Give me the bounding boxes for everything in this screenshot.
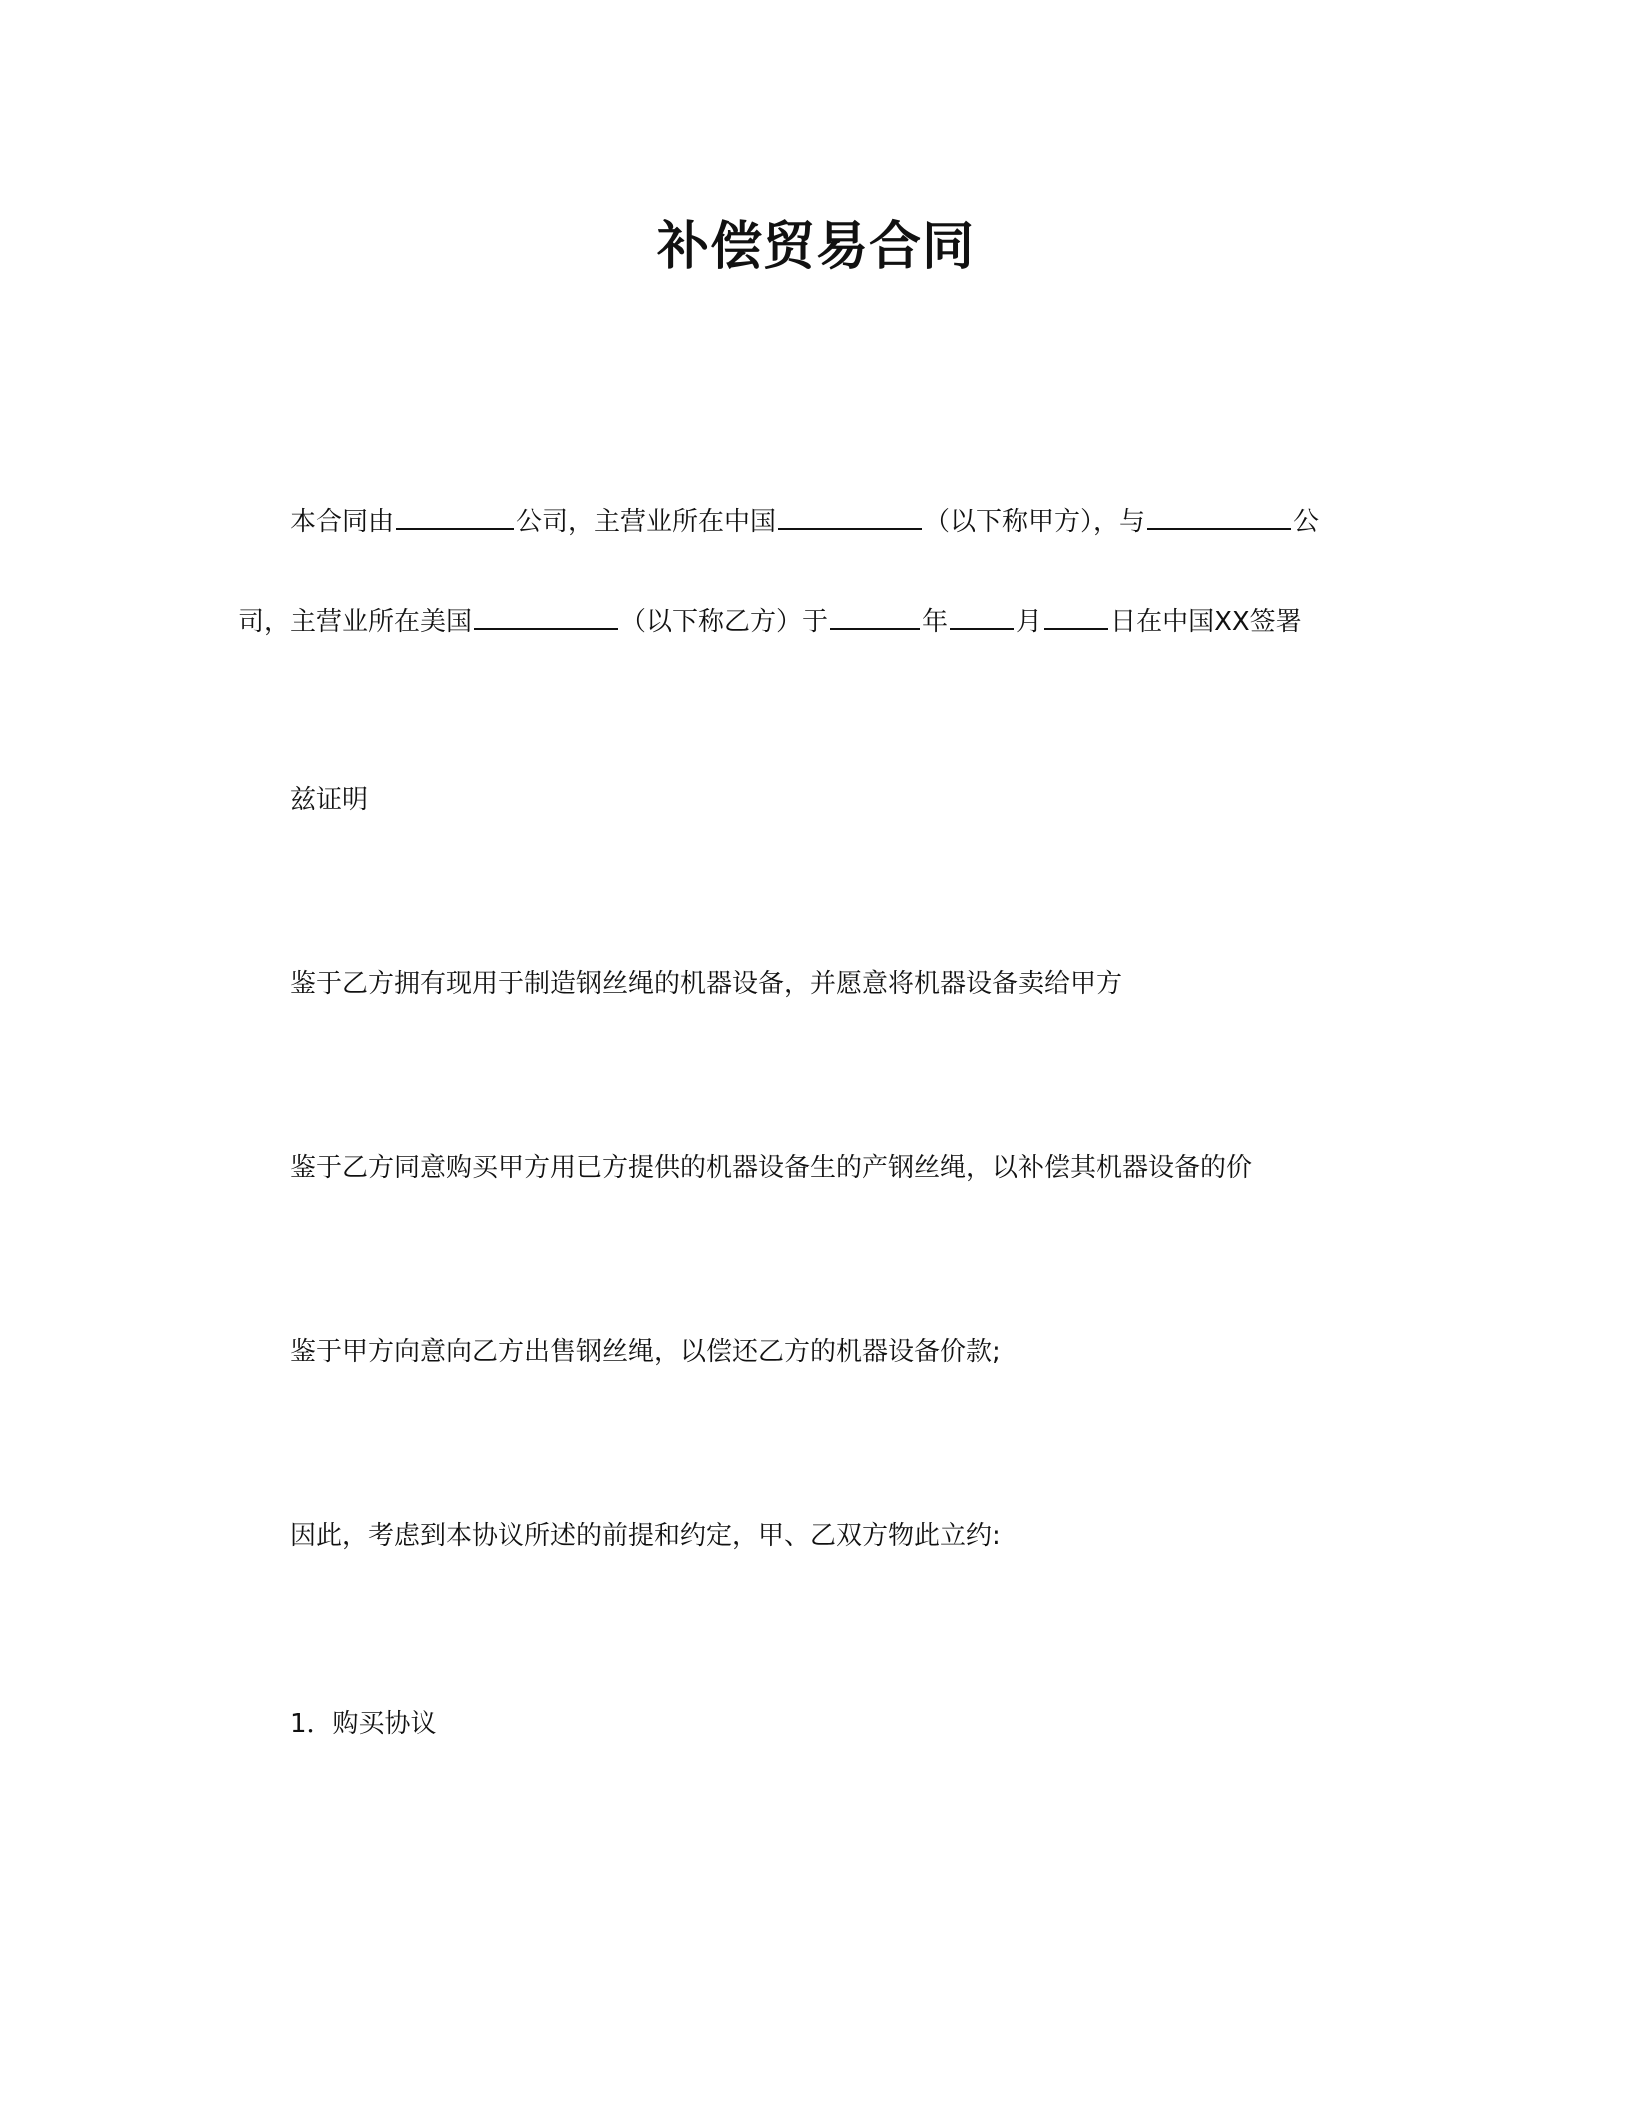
intro-text: （以下称甲方），与: [924, 507, 1146, 537]
intro-text: 日在中国XX签署: [1110, 607, 1302, 637]
recital-3: 鉴于甲方向意向乙方出售钢丝绳，以偿还乙方的机器设备价款;: [290, 1337, 1001, 1367]
intro-text: 本合同由: [290, 507, 395, 537]
intro-text: 公司，主营业所在中国: [516, 507, 777, 537]
intro-line-1: [290, 500, 1319, 542]
intro-text: 月: [1016, 607, 1043, 637]
month-blank[interactable]: [950, 600, 1014, 630]
recital-2: 鉴于乙方同意购买甲方用已方提供的机器设备生的产钢丝绳，以补偿其机器设备的价: [290, 1153, 1253, 1183]
day-blank[interactable]: [1044, 600, 1108, 630]
document-title: 补偿贸易合同: [656, 217, 975, 277]
intro-text: （以下称乙方）于: [620, 607, 829, 637]
party-b-company-blank[interactable]: [1147, 500, 1291, 530]
recital-1: 鉴于乙方拥有现用于制造钢丝绳的机器设备，并愿意将机器设备卖给甲方: [290, 969, 1123, 999]
section-1-heading: 1．购买协议: [290, 1709, 437, 1739]
party-b-address-blank[interactable]: [474, 600, 618, 630]
intro-text: 公: [1293, 507, 1320, 537]
agreement-clause: 因此，考虑到本协议所述的前提和约定，甲、乙双方物此立约:: [290, 1521, 1001, 1551]
party-a-address-blank[interactable]: [778, 500, 922, 530]
party-a-company-blank[interactable]: [396, 500, 514, 530]
witness-line: 兹证明: [290, 785, 369, 815]
intro-text: 司，主营业所在美国: [238, 607, 473, 637]
intro-line-2: [238, 600, 1302, 642]
intro-text: 年: [922, 607, 949, 637]
year-blank[interactable]: [830, 600, 920, 630]
